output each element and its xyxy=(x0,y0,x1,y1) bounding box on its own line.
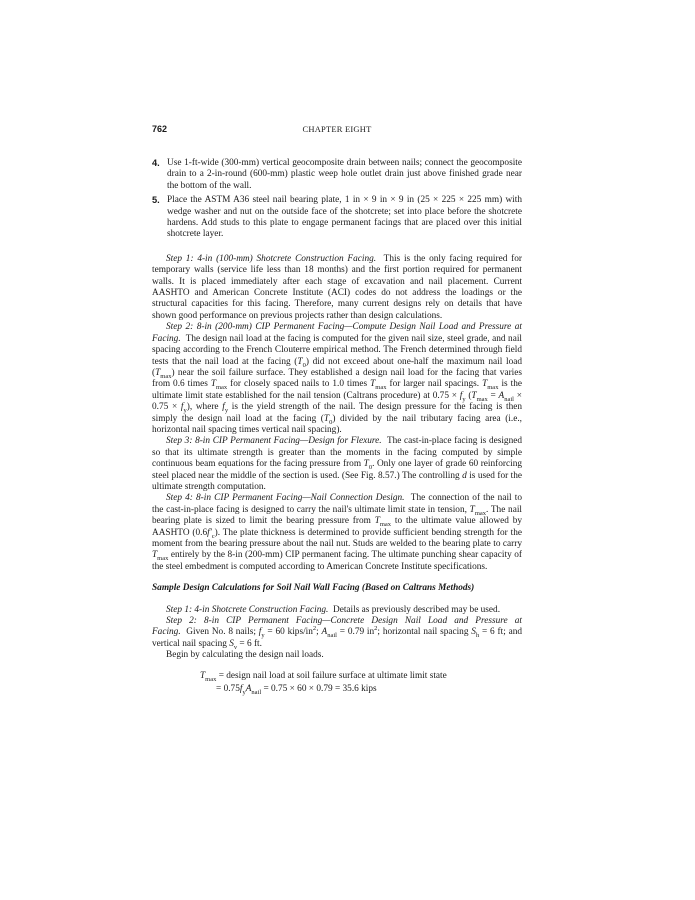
page-number: 762 xyxy=(152,124,168,134)
item-text: Place the ASTM A36 steel nail bearing plate, 1 in × 9 in × 9 in (25 × 225 × 225 mm) with wedge washer and nut on the outside face of the shotcrete; set into place before the shotcrete hardens. Add studs to this plate to engage permanent facings that are placed over this initial shotcrete layer. xyxy=(167,195,522,240)
step-1-lead: Step 1: 4-in (100-mm) Shotcrete Construction Facing. xyxy=(166,253,377,264)
step-2-paragraph: Step 2: 8-in (200-mm) CIP Permanent Facing—Compute Design Nail Load and Pressure at Facing. The design nail load at the facing is computed for the given nail size, steel grade, and nail spacing according to the French Clouterre empirical method. The French determined through field tests that the nail load at the facing $(T_0)$ did not exceed about one-half the maximum nail load $(T_{max})$ near the soil failure surface. They established a design nail load for the facing that varies from 0.6 times $T_{max}$ for closely spaced nails to 1.0 times $T_{max}$ for larger nail spacings. $T_{max}$ is the ultimate limit state established for the nail tension (Caltrans procedure) at $0.75 \times f_y$ $(T_{max} = A_{nail} \times 0.75 \times f_y)$, where $f_y$ is the yield strength of the nail. The design pressure for the facing is then simply the design nail load at the facing $(T_0)$ divided by the nail tributary facing area (i.e., horizontal nail spacing times vertical nail spacing). xyxy=(152,322,523,435)
sample-step-2-lead: Step 2: 8-in CIP Permanent Facing—Concrete Design Nail Load and Pressure at Facing. xyxy=(152,616,522,638)
step-1-paragraph xyxy=(152,254,522,322)
page-header xyxy=(152,124,522,138)
item-text: Use 1-ft-wide (300-mm) vertical geocomposite drain between nails; connect the geocomposite drain to a 2-in-round (600-mm) plastic weep hole outlet drain just above finished grade near the bottom of the wall. xyxy=(167,158,522,191)
step-4-lead: Step 4: 8-in CIP Permanent Facing—Nail Connection Design. xyxy=(166,493,405,504)
equation-line-2: = $0.75f_yA_{nail} = 0.75 \times 60 \times 0.79 = 35.6$ kips xyxy=(216,683,377,696)
numbered-item-4 xyxy=(152,158,522,192)
step-4-paragraph: Step 4: 8-in CIP Permanent Facing—Nail Connection Design. The connection of the nail to the cast-in-place facing is designed to carry the nail's ultimate limit state in tension, $T_{max}$. The nail bearing plate is sized to limit the bearing pressure from $T_{max}$ to the ultimate value allowed by AASHTO $(0.6f'_c)$. The plate thickness is determined to provide sufficient bending strength for the moment from the bearing pressure about the nail nut. Studs are welded to the bearing plate to carry $T_{max}$ entirely by the 8-in (200-mm) CIP permanent facing. The ultimate punching shear capacity of the steel embedment is computed according to American Concrete Institute specifications. xyxy=(152,493,522,572)
chapter-title: CHAPTER EIGHT xyxy=(302,124,372,134)
step-3-paragraph: Step 3: 8-in CIP Permanent Facing—Design for Flexure. The cast-in-place facing is designed so that its ultimate strength is greater than the moments in the facing computed by simple continuous beam equations for the facing pressure from $T_0$. Only one layer of grade 60 reinforcing steel placed near the middle of the section is used. (See Fig. 8.57.) The controlling d is used for the ultimate strength computation. xyxy=(152,436,522,492)
numbered-item-5 xyxy=(152,195,522,241)
equation-block xyxy=(152,670,522,696)
item-number: 5. xyxy=(152,195,160,206)
step-3-lead: Step 3: 8-in CIP Permanent Facing—Design for Flexure. xyxy=(166,436,382,447)
step-1-text: This is the only facing required for temporary walls (service life less than 18 months) and the first portion required for permanent walls. It is placed immediately after each stage of excavation and nail placement. Current AASHTO and American Concrete Institute (ACI) codes do not address the loadings or the structural capacities for this facing. Therefore, many current designs rely on details that have shown good performance on previous projects rather than design calculations. xyxy=(152,253,522,321)
begin-paragraph: Begin by calculating the design nail loads. xyxy=(166,650,324,661)
step-2-lead: Step 2: 8-in (200-mm) CIP Permanent Facing—Compute Design Nail Load and Pressure at Facing. xyxy=(152,322,522,344)
section-heading: Sample Design Calculations for Soil Nail Wall Facing (Based on Caltrans Methods) xyxy=(152,583,475,594)
sample-step-1-paragraph: Step 1: 4-in Shotcrete Construction Facing. Details as previously described may be used. xyxy=(166,604,501,615)
document-page xyxy=(152,124,522,696)
item-number: 4. xyxy=(152,158,160,168)
sample-step-1-lead: Step 1: 4-in Shotcrete Construction Facing. xyxy=(166,604,329,615)
equation-line-1: $T_{max}$ = design nail load at soil failure surface at ultimate limit state xyxy=(200,670,447,683)
sample-step-2-paragraph: Step 2: 8-in CIP Permanent Facing—Concrete Design Nail Load and Pressure at Facing. Given No. 8 nails; $f_y = 60$ kips/$in^2$; $A_{nail} = 0.79$ $in^2$; horizontal nail spacing $S_h = 6$ ft; and vertical nail spacing $S_v = 6$ ft. xyxy=(152,616,523,651)
